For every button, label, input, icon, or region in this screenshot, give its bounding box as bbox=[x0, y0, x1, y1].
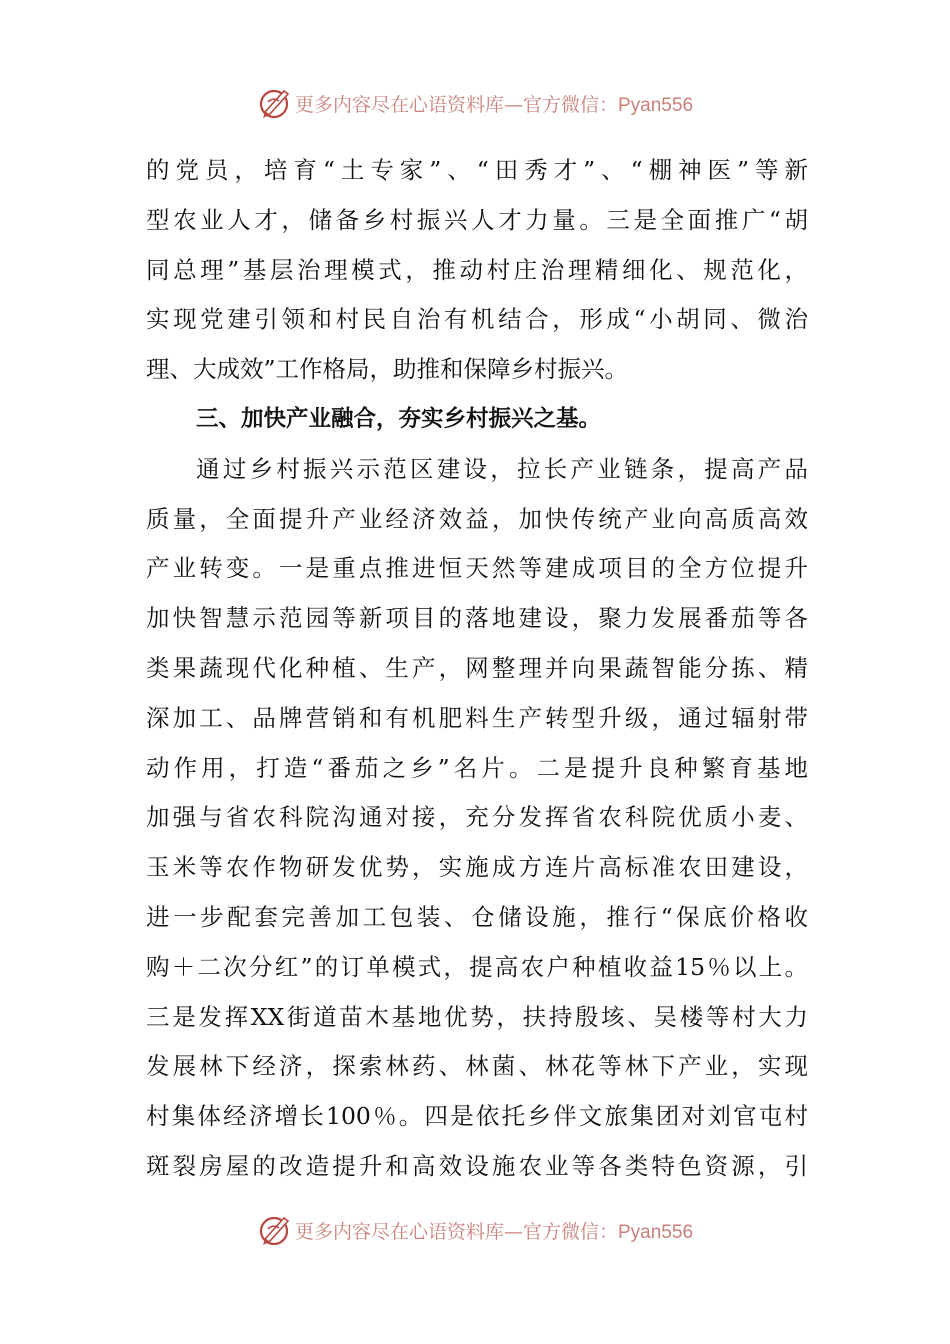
text-line: 村集体经济增长100％。四是依托乡伴文旅集团对刘官屯村 bbox=[146, 1102, 808, 1131]
text-line: 质量，全面提升产业经济效益，加快传统产业向高质高效 bbox=[146, 504, 808, 533]
text-line: 斑裂房屋的改造提升和高效设施农业等各类特色资源，引 bbox=[146, 1151, 808, 1180]
text-line: 产业转变。一是重点推进恒天然等建成项目的全方位提升 bbox=[146, 554, 808, 583]
text-line: 动作用，打造“番茄之乡”名片。二是提升良种繁育基地 bbox=[146, 753, 808, 782]
pen-circle-logo-icon bbox=[257, 85, 293, 121]
text-line: 的党员，培育“土专家”、“田秀才”、“棚神医”等新 bbox=[146, 156, 808, 184]
text-line: 加快智慧示范园等新项目的落地建设，聚力发展番茄等各 bbox=[146, 604, 808, 633]
watermark-wechat: 官方微信：Pyan556 bbox=[523, 1221, 694, 1243]
text-line: 购＋二次分红”的订单模式，提高农户种植收益15％以上。 bbox=[146, 952, 808, 981]
watermark-footer bbox=[0, 1210, 950, 1250]
section-heading: 三、加快产业融合，夯实乡村振兴之基。 bbox=[196, 405, 602, 432]
text-line: 同总理”基层治理模式，推动村庄治理精细化、规范化， bbox=[146, 255, 808, 284]
text-line: 实现党建引领和村民自治有机结合，形成“小胡同、微治 bbox=[146, 305, 808, 334]
text-line: 深加工、品牌营销和有机肥料生产转型升级，通过辐射带 bbox=[146, 703, 808, 732]
pen-circle-logo-icon bbox=[257, 1212, 293, 1248]
document-body bbox=[146, 146, 808, 1192]
text-line: 加强与省农科院沟通对接，充分发挥省农科院优质小麦、 bbox=[146, 803, 808, 832]
text-line: 型农业人才，储备乡村振兴人才力量。三是全面推广“胡 bbox=[146, 205, 808, 234]
watermark-wechat: 官方微信：Pyan556 bbox=[523, 94, 694, 116]
text-line: 通过乡村振兴示范区建设，拉长产业链条，提高产品 bbox=[196, 454, 808, 483]
text-line: 玉米等农作物研发优势，实施成方连片高标准农田建设， bbox=[146, 853, 808, 882]
text-line: 理、大成效”工作格局，助推和保障乡村振兴。 bbox=[146, 355, 629, 384]
text-line: 三是发挥XX街道苗木基地优势，扶持殷垓、吴楼等村大力 bbox=[146, 1002, 808, 1031]
text-line: 类果蔬现代化种植、生产，网整理并向果蔬智能分拣、精 bbox=[146, 653, 808, 682]
watermark-text: 更多内容尽在心语资料库— bbox=[294, 93, 523, 116]
text-line: 发展林下经济，探索林药、林菌、林花等林下产业，实现 bbox=[146, 1052, 808, 1081]
text-line: 进一步配套完善加工包装、仓储设施，推行“保底价格收 bbox=[146, 902, 808, 931]
watermark-header bbox=[0, 83, 950, 123]
watermark-text: 更多内容尽在心语资料库— bbox=[294, 1220, 523, 1243]
